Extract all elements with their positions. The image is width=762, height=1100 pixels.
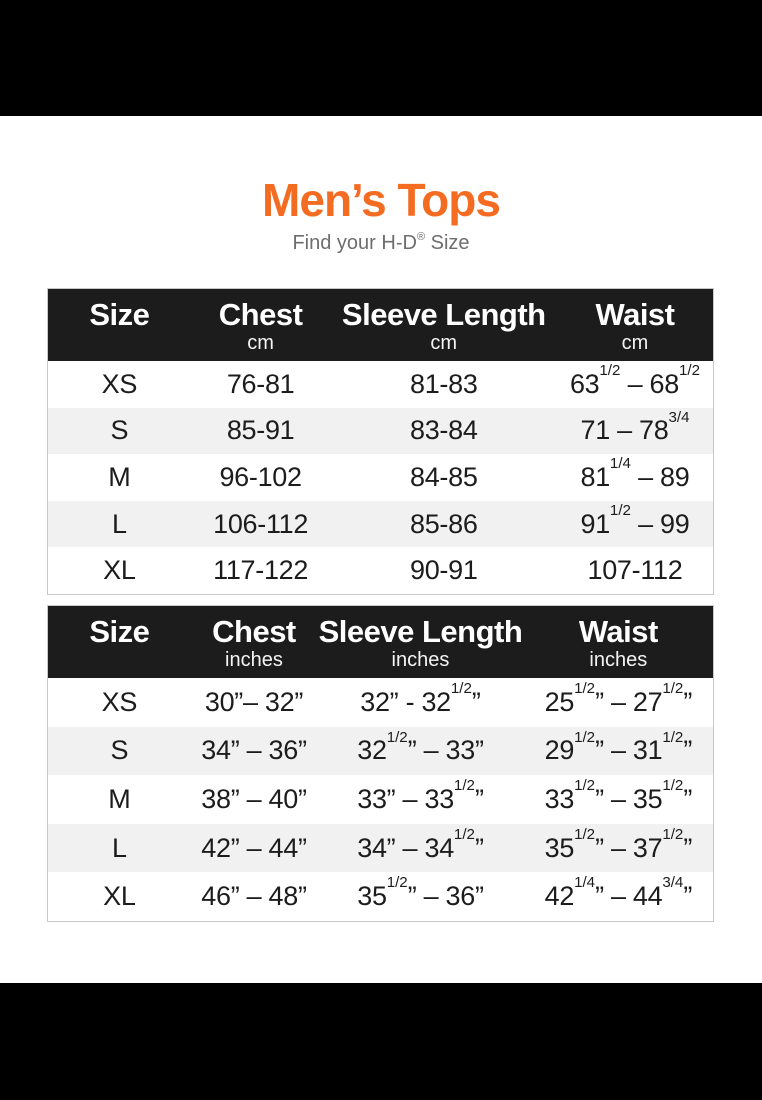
page-title: Men’s Tops	[262, 174, 500, 226]
column-header-sleeve-length: Sleeve Length inches	[317, 606, 523, 679]
cell: $42^{1/4}$” – $44^{3/4}$”	[544, 874, 693, 912]
cell: M	[108, 783, 131, 814]
cell: 83-84	[409, 415, 478, 446]
cell: 34” – $34^{1/2}$”	[357, 825, 484, 863]
cell: $91^{1/2} - 99$	[580, 501, 690, 539]
column-header-chest: Chest inches	[191, 606, 318, 679]
column-header-size: Size	[48, 289, 191, 362]
cell: $63^{1/2} - 68^{1/2}$	[569, 361, 700, 399]
cell: 34” – 36”	[201, 735, 307, 766]
cell: 106-112	[213, 508, 309, 539]
size-table-cm-header	[48, 289, 714, 362]
cell: XS	[101, 686, 138, 717]
cell: 81-83	[409, 368, 478, 399]
table-row-l	[48, 824, 714, 873]
cell: XS	[101, 368, 138, 399]
page-subtitle: Find your H-D® Size	[292, 230, 470, 254]
cell: $35^{1/2}$” – 36”	[357, 874, 484, 912]
cell: $32^{1/2}$” – 33”	[357, 728, 484, 766]
column-header-chest: Chest cm	[191, 289, 331, 362]
cell: $29^{1/2}$” – $31^{1/2}$”	[544, 728, 693, 766]
cell: 90-91	[409, 555, 478, 586]
column-header-sleeve-length: Sleeve Length cm	[331, 289, 557, 362]
size-table-inches	[47, 605, 714, 922]
column-header-waist: Waist inches	[524, 606, 714, 679]
table-row-m	[48, 454, 714, 501]
cell: 42” – 44”	[201, 832, 307, 863]
cell: L	[111, 508, 127, 539]
cell: $25^{1/2}$” – $27^{1/2}$”	[544, 679, 693, 717]
cell: 84-85	[409, 461, 478, 492]
header-row	[48, 606, 714, 679]
cell: XL	[103, 881, 136, 912]
table-row-xl	[48, 872, 714, 921]
table-row-xl	[48, 547, 714, 594]
cell: 46” – 48”	[201, 881, 307, 912]
size-table-cm	[47, 288, 714, 595]
cell: 96-102	[219, 461, 302, 492]
cell: $81^{1/4} - 89$	[580, 455, 690, 492]
header-row	[48, 289, 714, 362]
size-table-inches-header	[48, 606, 714, 679]
cell: 107-112	[587, 555, 683, 586]
table-row-xs	[48, 361, 714, 408]
bottom-black-bar	[0, 983, 762, 1100]
cell: M	[108, 461, 131, 492]
cell: 38” – 40”	[201, 783, 307, 814]
table-row-m	[48, 775, 714, 824]
cell: 85-91	[226, 415, 295, 446]
cell: $33^{1/2}$” – $35^{1/2}$”	[544, 777, 693, 814]
cell: L	[111, 832, 127, 863]
cell: 33” – $33^{1/2}$”	[357, 777, 484, 814]
cell: 76-81	[226, 368, 295, 399]
table-row-l	[48, 501, 714, 548]
table-row-s	[48, 727, 714, 776]
size-table-cm-body	[48, 361, 714, 594]
cell: 117-122	[213, 555, 309, 586]
table-row-s	[48, 408, 714, 455]
cell: $71 - 78^{3/4}$	[580, 408, 690, 446]
cell: $35^{1/2}$” – $37^{1/2}$”	[544, 825, 693, 863]
top-black-bar	[0, 0, 762, 116]
column-header-size: Size	[48, 606, 191, 679]
cell: 30”– 32”	[204, 686, 304, 717]
cell: 85-86	[409, 508, 478, 539]
cell: 32” - $32^{1/2}$”	[360, 679, 481, 717]
size-table-inches-body	[48, 678, 714, 921]
cell: S	[110, 735, 129, 766]
column-header-waist: Waist cm	[557, 289, 714, 362]
cell: XL	[103, 555, 136, 586]
table-row-xs	[48, 678, 714, 727]
cell: S	[110, 415, 129, 446]
